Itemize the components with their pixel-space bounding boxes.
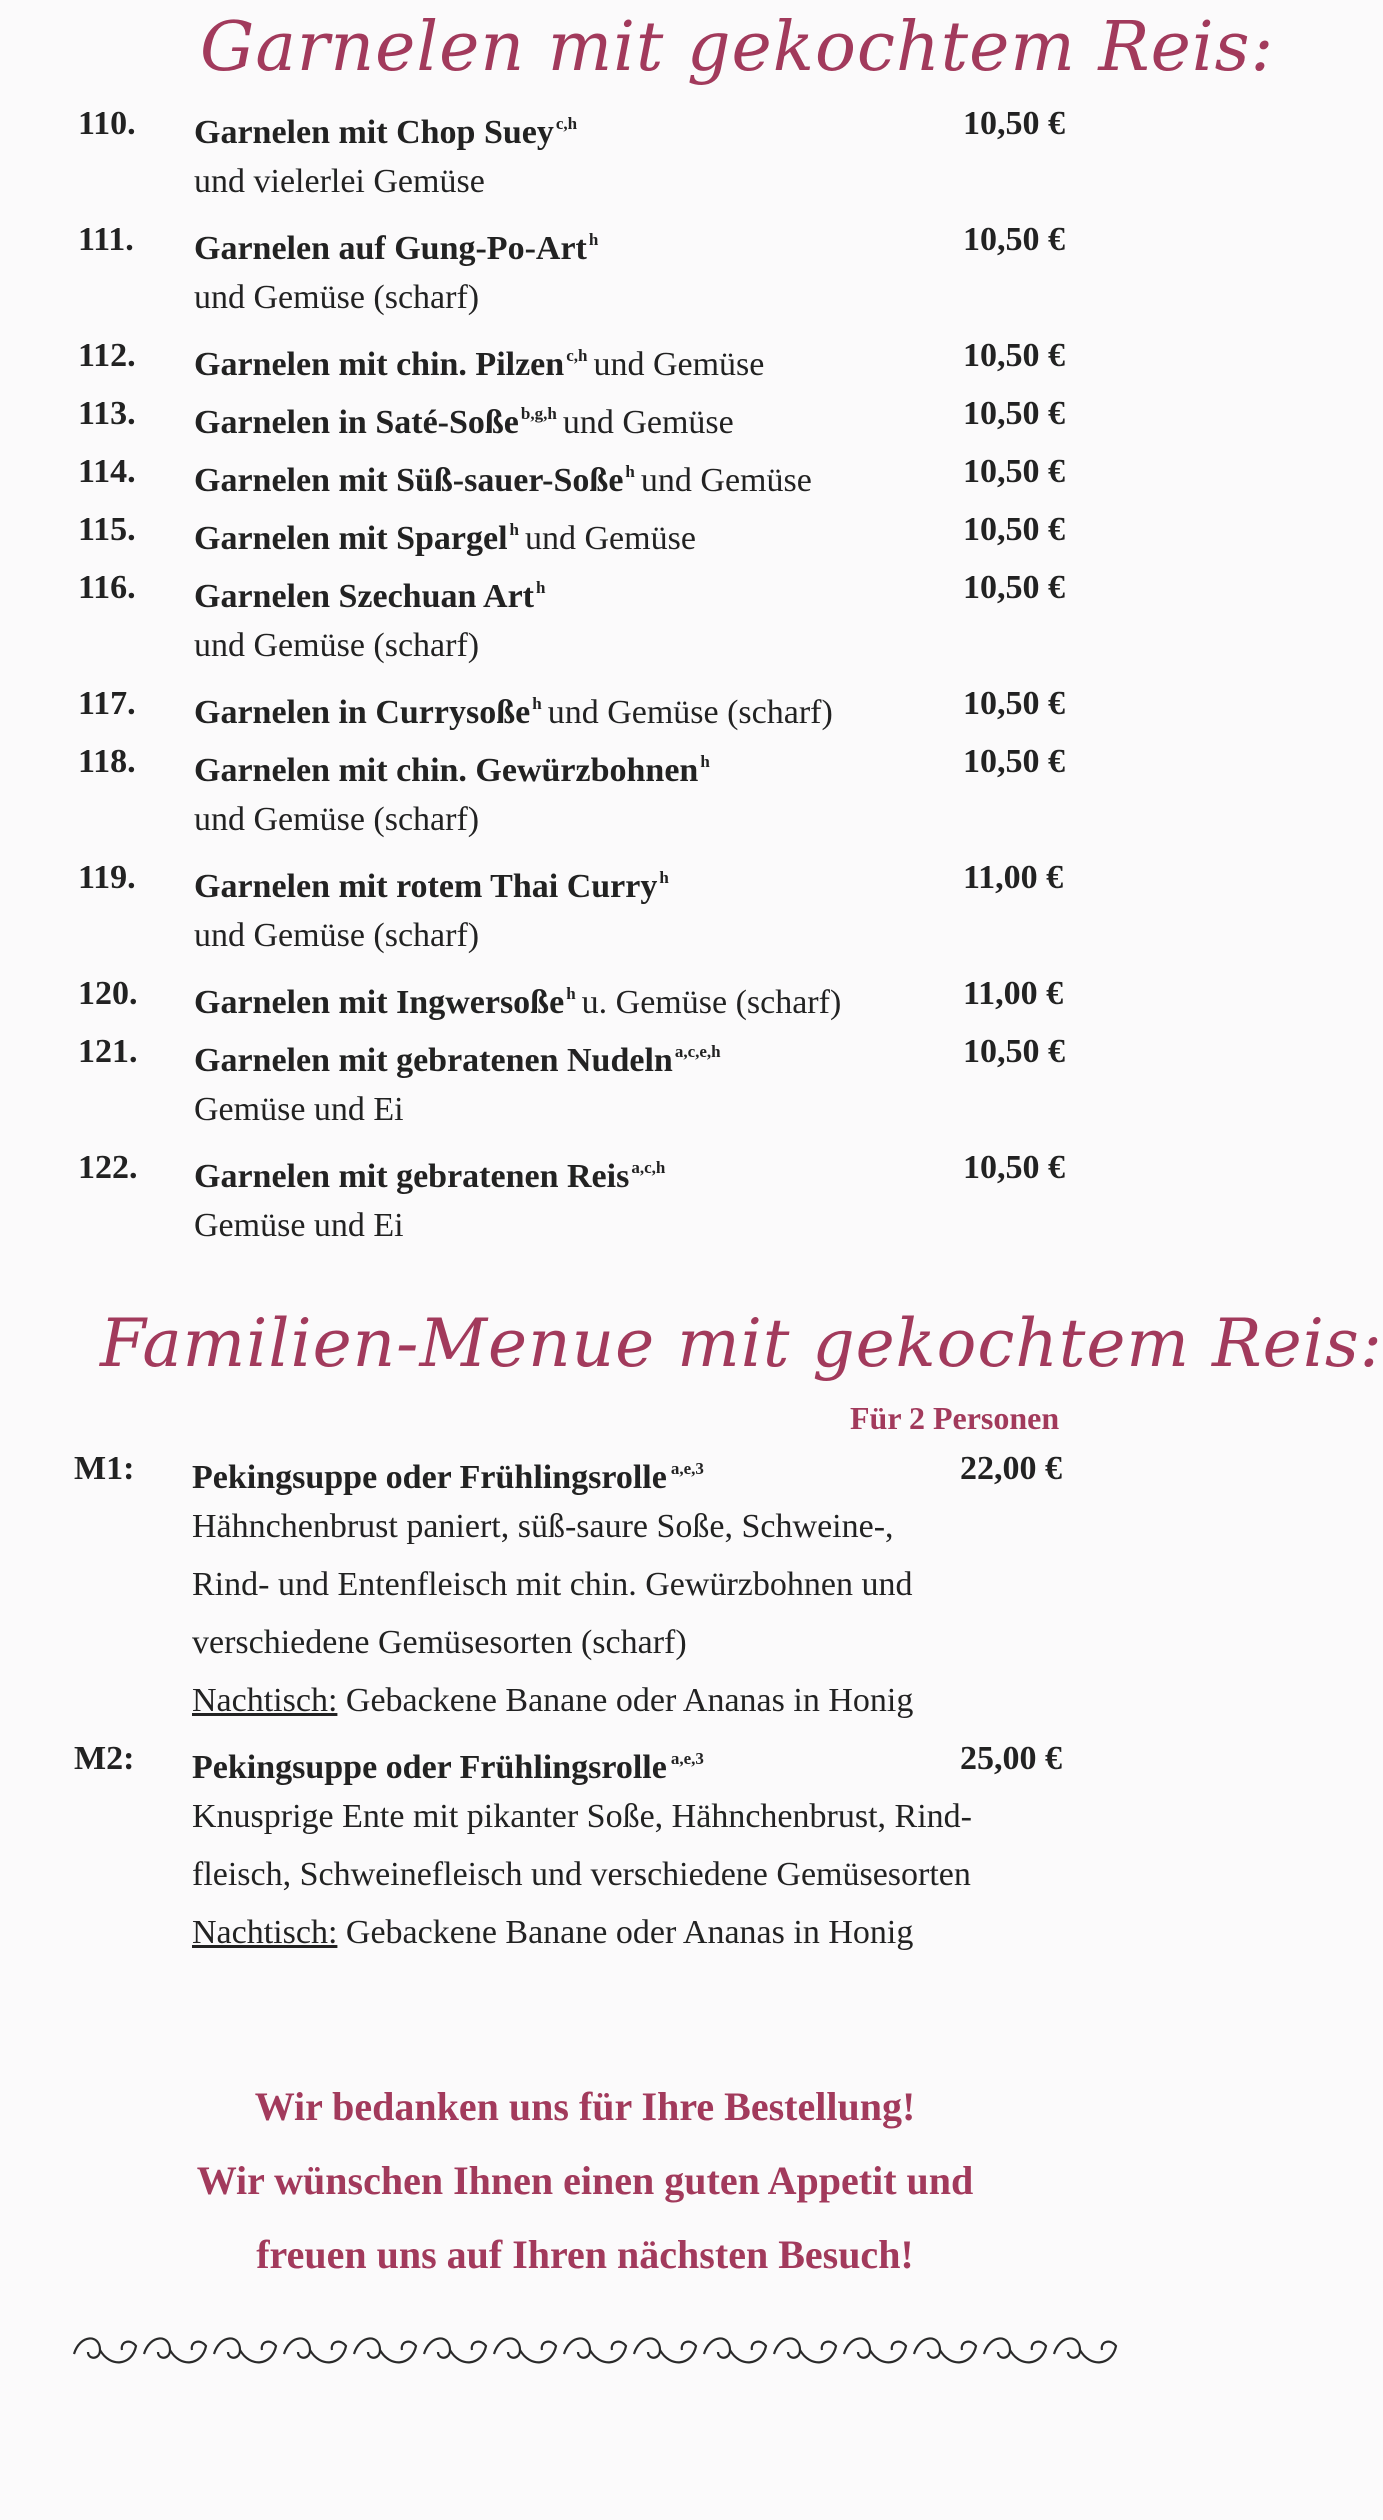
dish-price: 10,50 € [963,337,1065,374]
dish-row [0,1023,1170,1081]
dish-row [0,559,1170,617]
menu-description: Rind- und Entenfleisch mit chin. Gewürzbohnen und [192,1566,913,1603]
menu-starter [192,1440,704,1507]
menu-description: Hähnchenbrust paniert, süß-saure Soße, Schweine-, [192,1508,894,1545]
dish-price: 10,50 € [963,221,1065,258]
dish-row [0,443,1170,501]
section-title-family-menu: Familien-Menue mit gekochtem Reis: [100,1305,1383,1382]
dish-name [194,95,583,162]
allergen-codes: a,e,3 [670,1459,704,1478]
allergen-codes: h [535,578,546,597]
dish-title: Garnelen mit Süß-sauer-Soße [194,462,624,499]
dish-extra: und Gemüse (scharf) [547,694,833,731]
ornament-swirl [424,2338,486,2362]
dish-list [0,95,1170,1255]
ornament-swirl [634,2338,696,2362]
dish-description-row [0,617,1170,675]
allergen-codes: c,h [566,346,588,365]
dish-description-row [0,153,1170,211]
allergen-codes: c,h [555,114,578,133]
dish-price: 11,00 € [963,859,1064,896]
dish-name [194,327,764,394]
menu-description-row [0,1614,1170,1672]
ornament-swirl [704,2338,766,2362]
menu-row [0,1440,1170,1498]
allergen-codes: a,c,h [631,1158,666,1177]
dish-title: Garnelen mit rotem Thai Curry [194,868,658,905]
dish-description-row [0,791,1170,849]
dish-price: 10,50 € [963,743,1065,780]
dish-description: und Gemüse (scharf) [194,917,480,954]
allergen-codes: a,e,3 [670,1749,704,1768]
ornament-swirl [844,2338,906,2362]
menu-starter [192,1730,704,1797]
menu-description: Knusprige Ente mit pikanter Soße, Hähnchenbrust, Rind- [192,1798,972,1835]
ornament-swirl [914,2338,976,2362]
ornament-border-icon [70,2320,1150,2380]
dish-number: 114. [78,453,136,490]
allergen-codes: a,c,e,h [674,1042,721,1061]
ornament-swirl [984,2338,1046,2362]
dish-price: 10,50 € [963,1033,1065,1070]
menu-row [0,1730,1170,1788]
menu-starter-name: Pekingsuppe oder Frühlingsrolle [192,1459,667,1496]
menu-description: verschiedene Gemüsesorten (scharf) [192,1624,687,1661]
menu-description: fleisch, Schweinefleisch und verschiedene Gemüsesorten [192,1856,971,1893]
allergen-codes: h [566,984,576,1003]
persons-note: Für 2 Personen [850,1400,1060,1436]
dish-number: 116. [78,569,136,606]
dish-row [0,385,1170,443]
dish-number: 115. [78,511,136,548]
menu-price: 25,00 € [960,1740,1062,1777]
ornament-swirl [564,2338,626,2362]
dessert-label: Nachtisch: [192,1914,338,1951]
dish-row [0,849,1170,907]
dish-name [194,733,716,800]
dish-price: 10,50 € [963,685,1065,722]
menu-dessert [192,1904,913,1962]
thank-you-message [0,2070,1170,2292]
dish-name [194,675,833,742]
dish-number: 121. [78,1033,138,1070]
dish-row [0,211,1170,269]
dessert-text: Gebackene Banane oder Ananas in Honig [345,1914,914,1951]
thanks-line: Wir wünschen Ihnen einen guten Appetit und [196,2158,974,2203]
dish-description: Gemüse und Ei [194,1091,404,1128]
menu-description-row [0,1556,1170,1614]
dish-extra: und Gemüse [525,520,696,557]
menu-description-row [0,1846,1170,1904]
ornament-swirl [214,2338,276,2362]
dish-title: Garnelen mit chin. Gewürzbohnen [194,752,699,789]
dish-title: Garnelen auf Gung-Po-Art [194,230,587,267]
dish-row [0,965,1170,1023]
dish-title: Garnelen in Saté-Soße [194,404,519,441]
menu-starter-name: Pekingsuppe oder Frühlingsrolle [192,1749,667,1786]
ornament-swirl [1054,2338,1116,2362]
menu-dessert-row [0,1904,1170,1962]
dish-title: Garnelen mit Ingwersoße [194,984,565,1021]
dish-extra: und Gemüse [640,462,812,499]
dish-row [0,501,1170,559]
dish-row [0,95,1170,153]
ornament-swirl [74,2338,136,2362]
dish-extra: und Gemüse [593,346,765,383]
dish-description: und Gemüse (scharf) [194,279,480,316]
dish-title: Garnelen mit chin. Pilzen [194,346,565,383]
dish-title: Garnelen Szechuan Art [194,578,534,615]
dish-price: 10,50 € [963,395,1065,432]
menu-price: 22,00 € [960,1450,1062,1487]
dish-description-row [0,1081,1170,1139]
ornament-swirl [494,2338,556,2362]
allergen-codes: h [532,694,542,713]
dish-number: 113. [78,395,136,432]
dish-description: und vielerlei Gemüse [194,163,485,200]
ornament-swirl [144,2338,206,2362]
dish-price: 10,50 € [963,453,1065,490]
dish-number: 119. [78,859,136,896]
dish-extra: u. Gemüse (scharf) [581,984,842,1021]
dessert-text: Gebackene Banane oder Ananas in Honig [345,1682,914,1719]
menu-description-row [0,1498,1170,1556]
dish-name [194,1023,727,1090]
dish-title: Garnelen mit gebratenen Reis [194,1158,630,1195]
dish-price: 10,50 € [963,105,1065,142]
dish-row [0,733,1170,791]
dish-number: 111. [78,221,134,258]
dish-row [0,1139,1170,1197]
dish-row [0,327,1170,385]
dish-title: Garnelen mit gebratenen Nudeln [194,1042,673,1079]
dish-number: 120. [78,975,138,1012]
dessert-label: Nachtisch: [192,1682,338,1719]
thanks-line: Wir bedanken uns für Ihre Bestellung! [254,2084,916,2129]
section-title-shrimp: Garnelen mit gekochtem Reis: [200,8,1275,87]
dish-price: 11,00 € [963,975,1064,1012]
dish-name [194,965,841,1032]
dish-price: 10,50 € [963,1149,1065,1186]
dish-name [194,443,812,510]
allergen-codes: b,g,h [520,404,557,423]
dish-price: 10,50 € [963,511,1065,548]
dish-extra: und Gemüse [562,404,734,441]
allergen-codes: h [509,520,519,539]
dish-description: und Gemüse (scharf) [194,627,480,664]
dish-description: und Gemüse (scharf) [194,801,480,838]
allergen-codes: h [659,868,669,887]
menu-dessert-row [0,1672,1170,1730]
dish-name [194,559,551,626]
dish-description-row [0,907,1170,965]
allergen-codes: h [700,752,710,771]
dish-name [194,385,734,452]
dish-number: 112. [78,337,136,374]
dish-number: 110. [78,105,136,142]
menu-code: M1: [74,1450,135,1487]
dish-title: Garnelen in Currysoße [194,694,531,731]
family-menu-list [0,1440,1170,1962]
dish-title: Garnelen mit Chop Suey [194,114,554,151]
dish-number: 117. [78,685,136,722]
ornament-swirl [774,2338,836,2362]
allergen-codes: h [625,462,635,481]
thanks-line: freuen uns auf Ihren nächsten Besuch! [256,2232,914,2277]
menu-code: M2: [74,1740,135,1777]
dish-description-row [0,269,1170,327]
dish-title: Garnelen mit Spargel [194,520,508,557]
ornament-swirl [354,2338,416,2362]
allergen-codes: h [588,230,599,249]
dish-row [0,675,1170,733]
menu-description-row [0,1788,1170,1846]
dish-price: 10,50 € [963,569,1065,606]
dish-number: 122. [78,1149,138,1186]
dish-description: Gemüse und Ei [194,1207,404,1244]
dish-name [194,849,675,916]
dish-name [194,211,604,278]
dish-name [194,1139,671,1206]
dish-number: 118. [78,743,136,780]
dish-description-row [0,1197,1170,1255]
dish-name [194,501,696,568]
menu-dessert [192,1672,913,1730]
ornament-swirl [284,2338,346,2362]
